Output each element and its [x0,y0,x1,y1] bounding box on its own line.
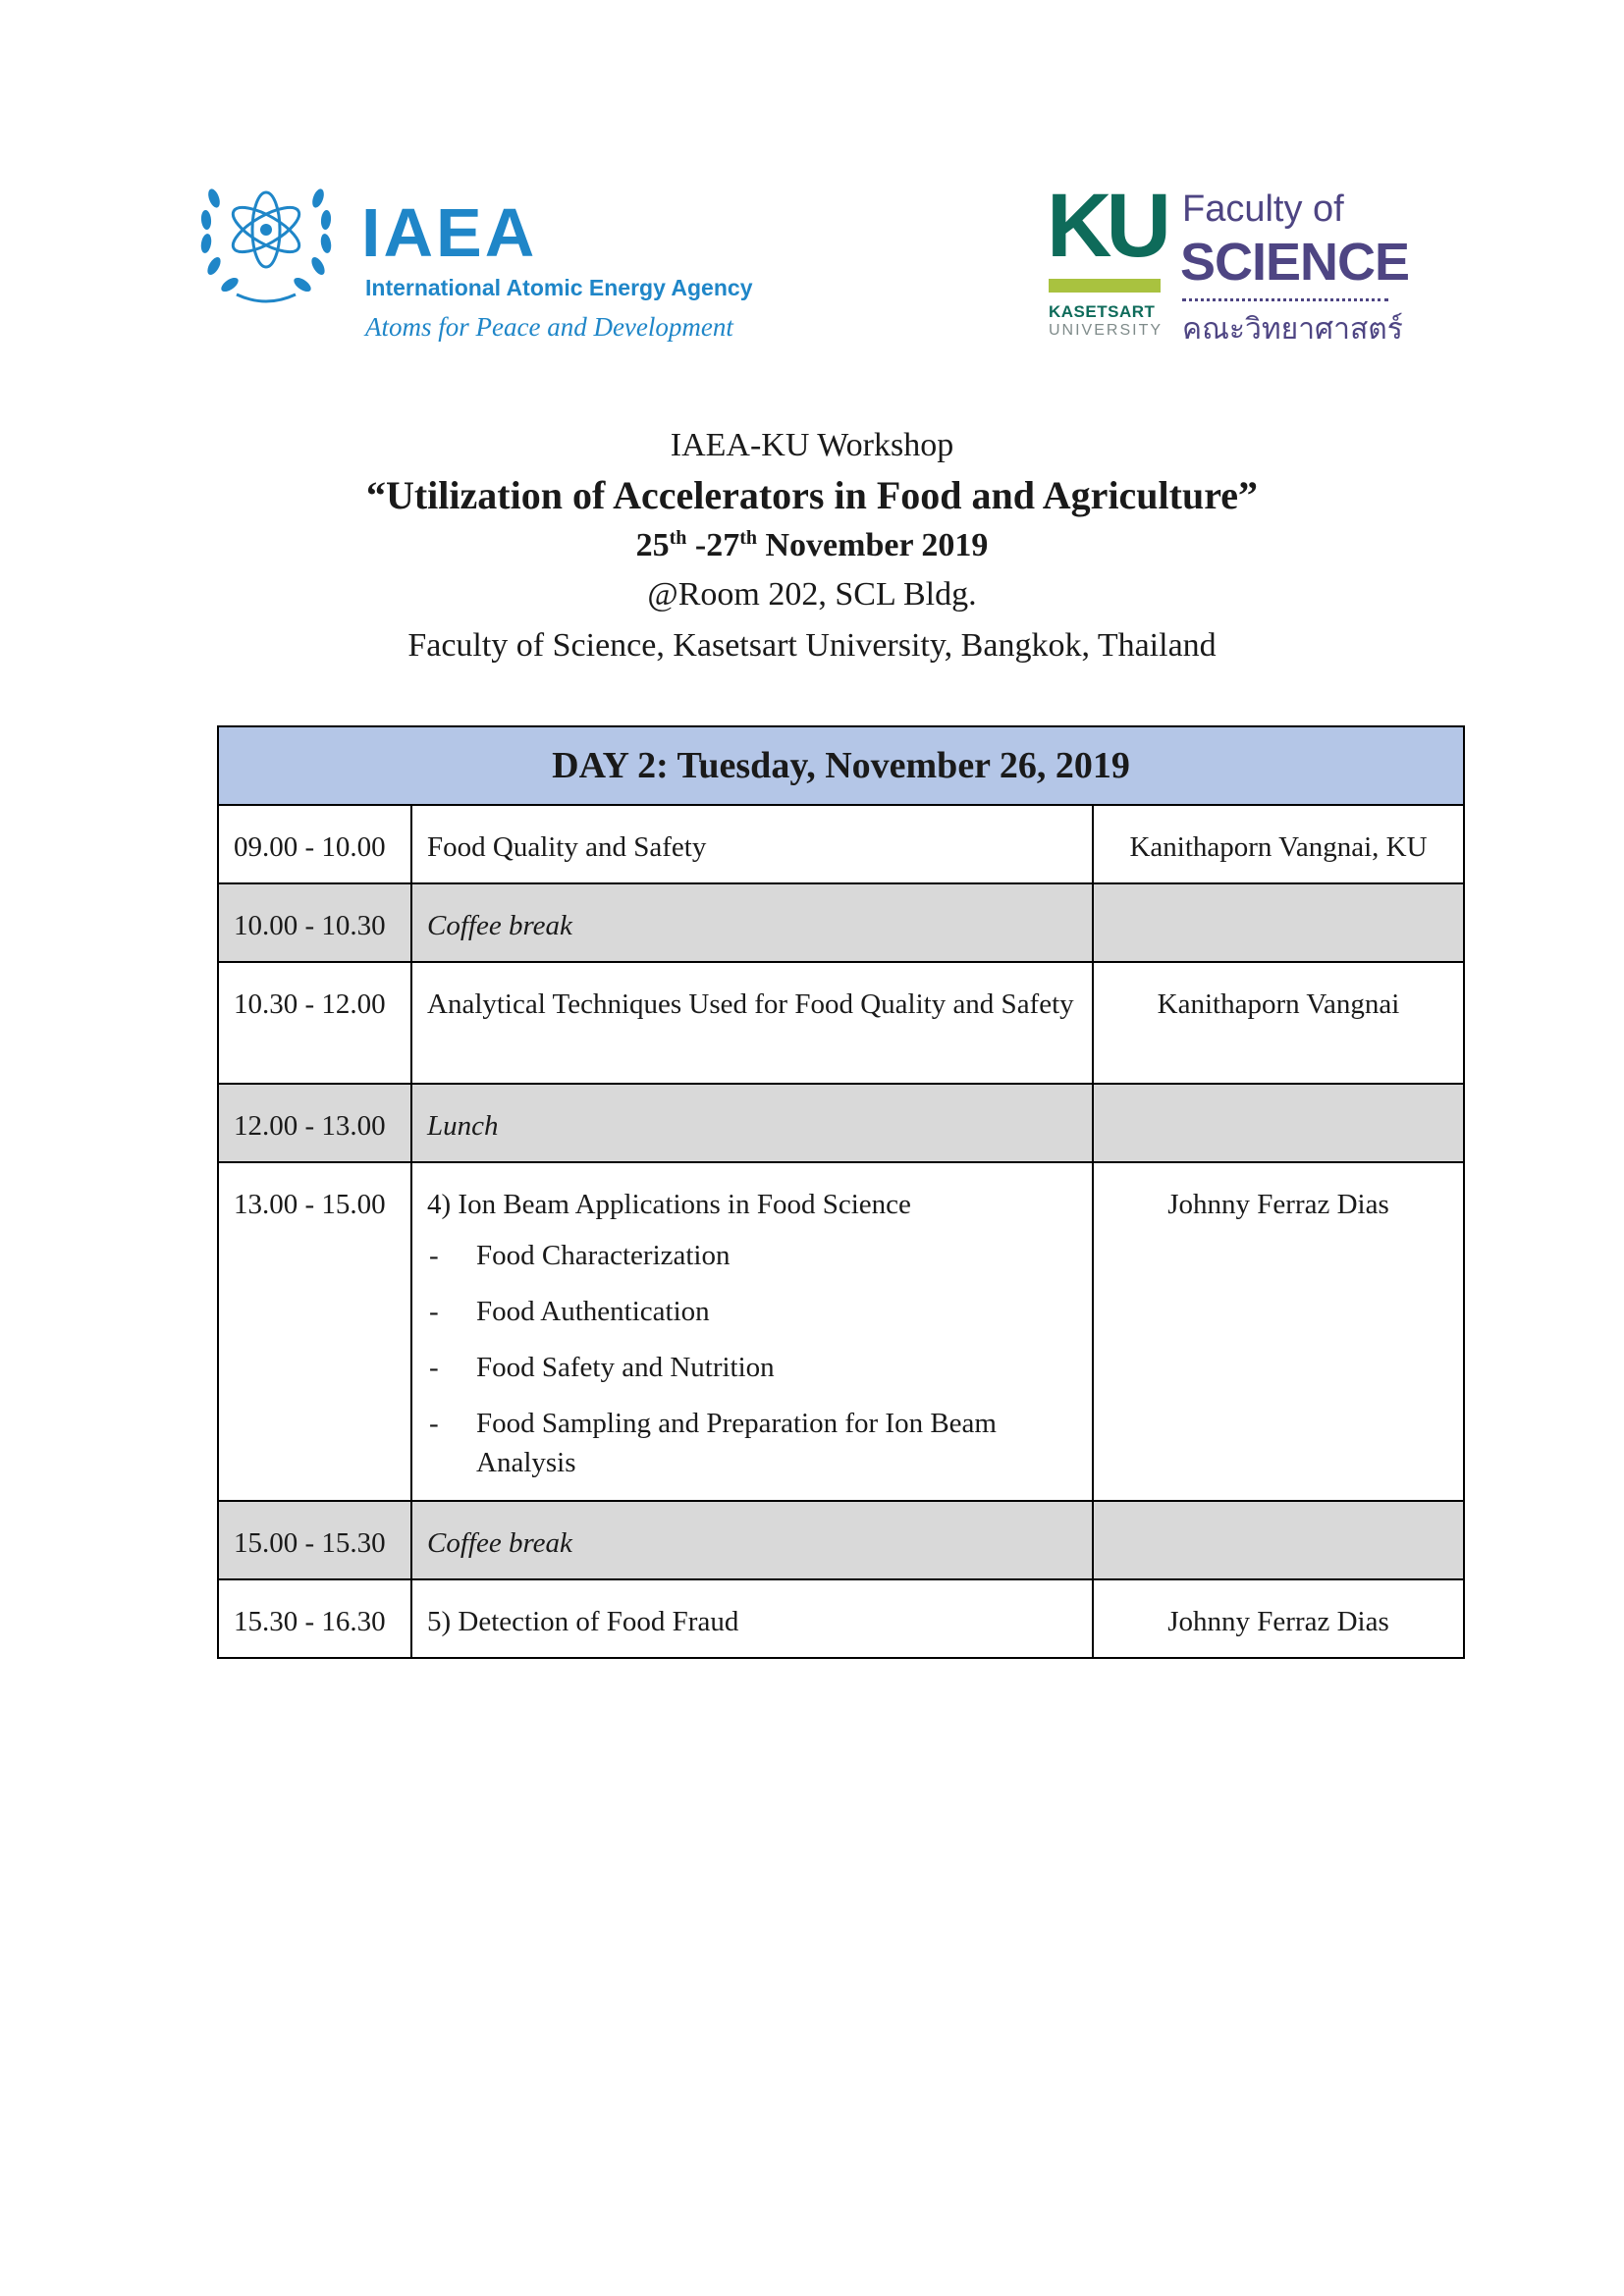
row-time: 15.00 - 15.30 [218,1501,411,1579]
date-separator: - [686,527,707,563]
row-speaker: Johnny Ferraz Dias [1093,1579,1464,1658]
topic-heading: 4) Ion Beam Applications in Food Science [427,1189,911,1220]
ku-university-label: UNIVERSITY [1049,322,1164,339]
workshop-header [0,422,1624,671]
row-speaker: Kanithaporn Vangnai, KU [1093,805,1464,883]
iaea-full-name: International Atomic Energy Agency [365,275,753,300]
table-row-break [218,1084,1464,1162]
table-row-break [218,1501,1464,1579]
row-speaker: Johnny Ferraz Dias [1093,1162,1464,1501]
end-day: 27 [706,527,740,563]
row-speaker [1093,1084,1464,1162]
iaea-emblem-icon [192,169,340,316]
iaea-wordmark: IAEA [361,194,538,271]
ku-faculty-logo [1047,176,1410,351]
table-row [218,805,1464,883]
end-day-suffix: th [739,527,757,549]
row-speaker: Kanithaporn Vangnai [1093,962,1464,1084]
start-day: 25 [635,527,670,563]
start-day-suffix: th [669,527,687,549]
row-topic [411,1162,1093,1501]
day-title: DAY 2: Tuesday, November 26, 2019 [218,726,1464,805]
row-time: 09.00 - 10.00 [218,805,411,883]
schedule-header-row [218,726,1464,805]
ku-letters: KU [1047,176,1165,276]
iaea-tagline: Atoms for Peace and Development [365,312,733,342]
workshop-title: “Utilization of Accelerators in Food and Agriculture” [365,473,1259,517]
table-row [218,1579,1464,1658]
table-row-break [218,883,1464,962]
subtopic-item: - Food Sampling and Preparation for Ion Beam Analysis [427,1404,1077,1482]
row-speaker [1093,1501,1464,1579]
month-year: November 2019 [756,527,989,563]
row-time: 12.00 - 13.00 [218,1084,411,1162]
workshop-room: @Room 202, SCL Bldg. [647,576,977,613]
row-topic: Food Quality and Safety [411,805,1093,883]
row-topic: Analytical Techniques Used for Food Quality and Safety [411,962,1093,1084]
schedule-table [217,725,1465,1659]
subtopic-list [427,1236,1077,1482]
iaea-logo [192,169,801,355]
subtopic-item: - Food Authentication [427,1292,1077,1331]
table-row [218,962,1464,1084]
break-label: Coffee break [427,1527,572,1559]
workshop-venue: Faculty of Science, Kasetsart University, Bangkok, Thailand [407,627,1217,664]
row-time: 15.30 - 16.30 [218,1579,411,1658]
ku-dotted-divider [1182,298,1388,301]
subtopic-item: - Food Safety and Nutrition [427,1348,1077,1387]
ku-science-label: SCIENCE [1180,233,1410,292]
table-row [218,1162,1464,1501]
row-time: 10.00 - 10.30 [218,883,411,962]
break-label: Coffee break [427,910,572,941]
ku-thai-name: คณะวิทยาศาสตร์ [1182,312,1403,347]
ku-kasetsart-label: KASETSART [1049,302,1156,321]
row-time: 13.00 - 15.00 [218,1162,411,1501]
subtopic-item: - Food Characterization [427,1236,1077,1275]
ku-accent-bar [1049,279,1161,293]
row-topic [411,1501,1093,1579]
row-time: 10.30 - 12.00 [218,962,411,1084]
break-label: Lunch [427,1110,499,1142]
row-topic [411,883,1093,962]
row-topic [411,1084,1093,1162]
workshop-dates [0,522,1624,569]
workshop-label: IAEA-KU Workshop [670,427,954,463]
ku-faculty-of-label: Faculty of [1182,188,1344,230]
row-topic: 5) Detection of Food Fraud [411,1579,1093,1658]
row-speaker [1093,883,1464,962]
